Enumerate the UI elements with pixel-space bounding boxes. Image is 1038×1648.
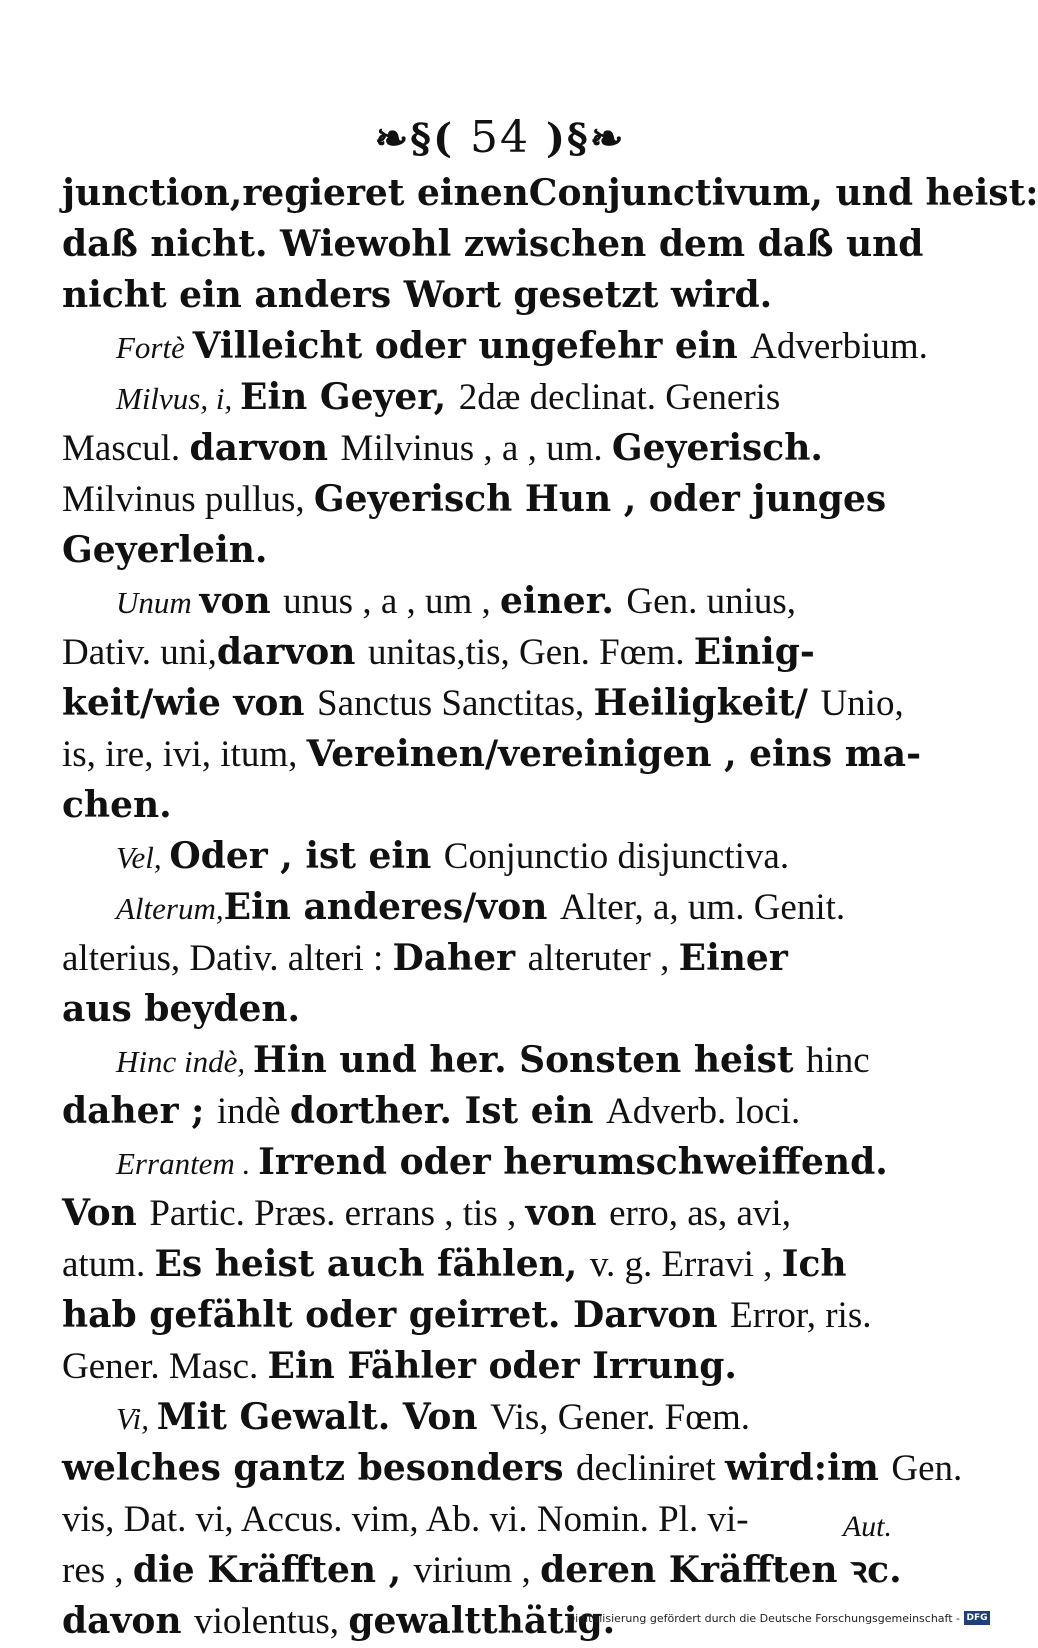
german-gloss: einer.	[500, 580, 627, 622]
latin-text: Error, ris.	[730, 1295, 872, 1336]
headword: Fortè	[116, 330, 193, 365]
german-gloss: Von	[62, 1192, 150, 1234]
latin-text: vis, Dat. vi, Accus. vim, Ab. vi. Nomin. Pl. vi-	[62, 1499, 749, 1540]
latin-text: unus , a , um ,	[283, 581, 501, 622]
text-line	[62, 321, 942, 372]
headword: Alterum,	[116, 891, 224, 926]
latin-text: Gen.	[891, 1448, 963, 1489]
latin-text: res ,	[62, 1550, 133, 1591]
latin-text: alteruter ,	[527, 938, 679, 979]
latin-text: decliniret	[576, 1448, 725, 1489]
latin-text: Dativ. uni,	[62, 632, 217, 673]
text-line	[62, 525, 942, 576]
text-line	[62, 984, 942, 1035]
headword: Errantem .	[116, 1146, 259, 1181]
german-gloss: deren Kräfften ꝛc.	[540, 1549, 902, 1591]
german-gloss: Heiligkeit/	[593, 682, 821, 724]
page-header	[0, 112, 1000, 163]
german-gloss: Einer	[678, 937, 788, 979]
german-gloss: Hin und her. Sonsten heist	[252, 1039, 807, 1081]
text-line	[62, 168, 1038, 219]
text-line	[62, 270, 942, 321]
headword: Vel,	[116, 840, 170, 875]
german-gloss: Irrend oder herumschweiffend.	[258, 1141, 888, 1183]
german-gloss: Mit Gewalt. Von	[156, 1396, 491, 1438]
text-line	[62, 780, 942, 831]
latin-text: v. g. Erravi ,	[589, 1244, 782, 1285]
dfg-logo-icon: DFG	[964, 1611, 990, 1625]
german-gloss: aus beyden.	[62, 988, 301, 1030]
latin-text: Sanctus Sanctitas,	[317, 683, 594, 724]
text-line	[62, 1239, 942, 1290]
latin-text: alterius, Dativ. alteri :	[62, 938, 393, 979]
german-gloss: Oder , ist ein	[169, 835, 444, 877]
page-number: 54	[470, 112, 530, 163]
german-gloss: Vereinen/vereinigen , eins ma-	[306, 733, 922, 775]
text-line	[62, 1137, 942, 1188]
headword: Vi,	[116, 1401, 157, 1436]
text-line	[62, 576, 942, 627]
catchword: Aut.	[842, 1510, 892, 1543]
german-gloss: nicht ein anders Wort gesetzt wird.	[62, 274, 773, 316]
german-gloss: junction,regieret einenConjunctivum, und heist:	[62, 172, 1038, 214]
german-gloss: die Kräfften ,	[132, 1549, 414, 1591]
latin-text: is, ire, ivi, itum,	[62, 734, 307, 775]
text-line	[62, 831, 942, 882]
german-gloss: Ein Geyer,	[240, 376, 459, 418]
latin-text: Gen. unius,	[626, 581, 796, 622]
german-gloss: davon	[62, 1600, 195, 1642]
text-line	[62, 1188, 942, 1239]
german-gloss: dorther. Ist ein	[289, 1090, 607, 1132]
german-gloss: Ein anderes/von	[223, 886, 560, 928]
headword: Hinc indè,	[116, 1044, 253, 1079]
text-line	[62, 729, 942, 780]
german-gloss: Geyerisch.	[611, 427, 823, 469]
german-gloss: Geyerisch Hun , oder junges	[313, 478, 887, 520]
text-line	[62, 1494, 942, 1545]
text-line	[62, 423, 942, 474]
latin-text: Mascul.	[62, 428, 190, 469]
german-gloss: wird:im	[725, 1447, 892, 1489]
credit-text: Digitalisierung gefördert durch die Deutsche Forschungsgemeinschaft -	[566, 1611, 960, 1625]
text-line	[62, 627, 942, 678]
text-line	[62, 882, 942, 933]
left-ornament: ❧§(	[374, 115, 454, 162]
right-ornament: )§❧	[546, 115, 626, 162]
text-line	[62, 933, 942, 984]
latin-text: Milvinus , a , um.	[340, 428, 612, 469]
german-gloss: Geyerlein.	[62, 529, 268, 571]
german-gloss: darvon	[216, 631, 368, 673]
german-gloss: daß nicht. Wiewohl zwischen dem daß und	[62, 223, 924, 265]
latin-text: Partic. Præs. errans , tis ,	[149, 1193, 526, 1234]
german-gloss: Es heist auch fählen,	[154, 1243, 590, 1285]
german-gloss: Einig-	[693, 631, 815, 673]
latin-text: virium ,	[413, 1550, 541, 1591]
headword: Unum	[116, 585, 200, 620]
text-line	[62, 1035, 942, 1086]
text-line	[62, 1086, 942, 1137]
latin-text: Alter, a, um. Genit.	[559, 887, 846, 928]
headword: Milvus, i,	[116, 381, 240, 416]
latin-text: atum.	[62, 1244, 155, 1285]
latin-text: erro, as, avi,	[609, 1193, 791, 1234]
text-line	[62, 1392, 942, 1443]
latin-text: indè	[216, 1091, 290, 1132]
german-gloss: Ich	[781, 1243, 847, 1285]
german-gloss: chen.	[62, 784, 172, 826]
latin-text: Adverbium.	[750, 326, 928, 367]
latin-text: violentus,	[194, 1601, 349, 1642]
text-line	[62, 372, 942, 423]
latin-text: Gener. Masc.	[62, 1346, 268, 1387]
german-gloss: Ein Fähler oder Irrung.	[267, 1345, 737, 1387]
text-line	[62, 474, 942, 525]
latin-text: Vis, Gener. Fœm.	[490, 1397, 750, 1438]
latin-text: Milvinus pullus,	[62, 479, 314, 520]
latin-text: Unio,	[820, 683, 904, 724]
text-line	[62, 1290, 942, 1341]
text-line	[62, 1545, 942, 1596]
text-line	[62, 1341, 942, 1392]
german-gloss: hab gefählt oder geirret. Darvon	[62, 1294, 731, 1336]
text-line	[62, 219, 942, 270]
latin-text: 2dæ declinat. Generis	[458, 377, 781, 418]
german-gloss: Villeicht oder ungefehr ein	[192, 325, 751, 367]
text-line	[62, 678, 942, 729]
german-gloss: gewaltthätig.	[348, 1600, 616, 1642]
german-gloss: Daher	[392, 937, 528, 979]
text-line	[62, 1443, 963, 1494]
latin-text: Conjunctio disjunctiva.	[443, 836, 790, 877]
german-gloss: von	[199, 580, 284, 622]
latin-text: Adverb. loci.	[606, 1091, 801, 1132]
german-gloss: darvon	[189, 427, 341, 469]
german-gloss: daher ;	[62, 1090, 217, 1132]
digitization-credit	[567, 1611, 990, 1625]
german-gloss: keit/wie von	[62, 682, 318, 724]
german-gloss: von	[525, 1192, 610, 1234]
latin-text: hinc	[806, 1040, 870, 1081]
latin-text: unitas,tis, Gen. Fœm.	[367, 632, 694, 673]
german-gloss: welches gantz besonders	[62, 1447, 577, 1489]
